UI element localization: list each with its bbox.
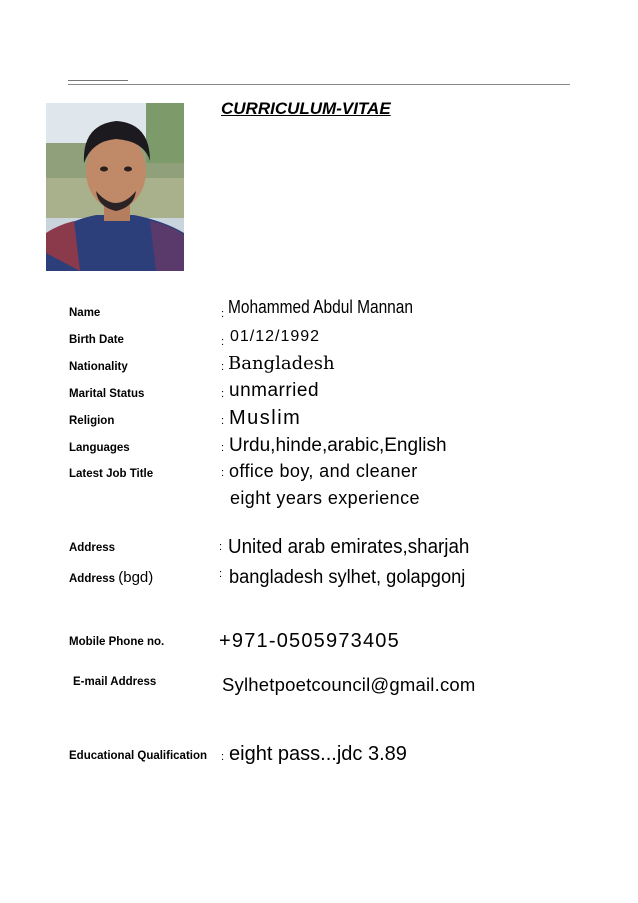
address-bgd-value: bangladesh sylhet, golapgonj bbox=[229, 567, 466, 588]
address-label: Address bbox=[69, 542, 116, 554]
birth-date-colon: : bbox=[221, 336, 225, 348]
address-bgd-suffix: (bgd) bbox=[118, 569, 154, 586]
birth-date-label: Birth Date bbox=[69, 334, 124, 346]
header-rule bbox=[68, 84, 570, 85]
email-label: E-mail Address bbox=[73, 676, 157, 688]
education-colon: : bbox=[221, 751, 225, 763]
education-label: Educational Qualification bbox=[69, 750, 208, 762]
languages-colon: : bbox=[221, 442, 225, 454]
nationality-label: Nationality bbox=[69, 361, 128, 373]
marital-status-value: unmarried bbox=[229, 380, 320, 401]
address-bgd-colon: : bbox=[219, 568, 223, 580]
name-label: Name bbox=[69, 307, 101, 319]
address-colon: : bbox=[219, 541, 223, 553]
job-title-label: Latest Job Title bbox=[69, 468, 154, 480]
person-photo-icon bbox=[46, 103, 184, 271]
marital-status-colon: : bbox=[221, 388, 225, 400]
profile-photo bbox=[46, 103, 184, 271]
address-bgd-label bbox=[69, 569, 153, 586]
nationality-value: Bangladesh bbox=[228, 353, 335, 374]
marital-status-label: Marital Status bbox=[69, 388, 145, 400]
nationality-colon: : bbox=[221, 361, 225, 373]
job-title-value-line2: eight years experience bbox=[230, 488, 420, 508]
languages-label: Languages bbox=[69, 442, 130, 454]
job-title-colon: : bbox=[221, 467, 225, 479]
address-bgd-label-text: Address bbox=[69, 573, 116, 585]
email-value: Sylhetpoetcouncil@gmail.com bbox=[222, 674, 476, 695]
header-rule-short bbox=[68, 80, 128, 81]
mobile-value: +971-0505973405 bbox=[219, 630, 400, 652]
religion-value: Muslim bbox=[229, 407, 302, 429]
birth-date-value: 01/12/1992 bbox=[230, 328, 321, 345]
job-title-value: office boy, and cleaner bbox=[229, 461, 418, 481]
religion-colon: : bbox=[221, 415, 225, 427]
page-title: CURRICULUM-VITAE bbox=[221, 99, 391, 118]
languages-value: Urdu,hinde,arabic,English bbox=[229, 435, 447, 456]
mobile-label: Mobile Phone no. bbox=[69, 636, 165, 648]
education-value: eight pass...jdc 3.89 bbox=[229, 743, 407, 765]
name-value: Mohammed Abdul Mannan bbox=[228, 297, 414, 317]
name-colon: : bbox=[221, 308, 225, 320]
religion-label: Religion bbox=[69, 415, 115, 427]
address-value: United arab emirates,sharjah bbox=[228, 536, 470, 558]
